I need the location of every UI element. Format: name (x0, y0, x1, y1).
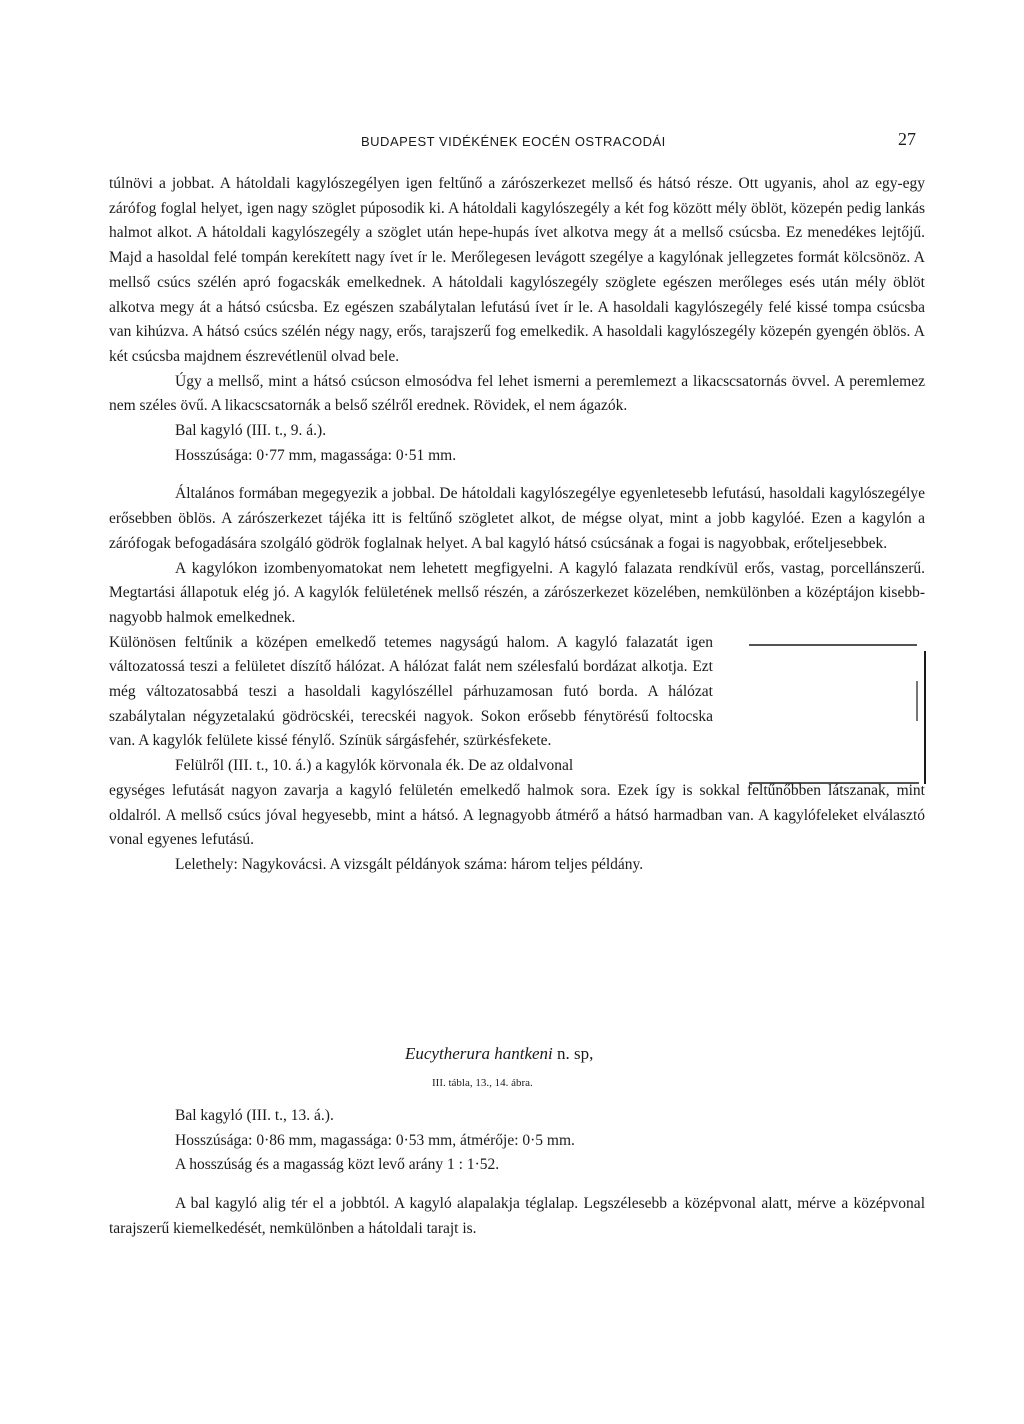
species-title (405, 1044, 593, 1064)
species-text (109, 1104, 925, 1242)
locality: Lelethely: Nagykovácsi. A vizsgált példányok száma: három teljes példány. (175, 855, 644, 873)
text-with-figure (109, 631, 925, 779)
paragraph: túlnövi a jobbat. A hátoldali kagylószegélyen igen feltűnő a zárószerkezet mellső és hátsó része. Ott ugyanis, ahol az egy-egy zárófog foglal helyet, igen nagy szöglet púposodik ki. A hátoldali kagylószegély a két fog között mély öblöt, közepén pedig lankás halmot alkot. A hátoldali kagylószegély a szöglet után hepe-hupás ívet alkotva megy át a mellső csúcsba. Ez menedékes lejtőjű. Majd a hasoldal felé tompán kerekített nagy ívet ír le. Merőlegesen levágott szegélye a kagylónak jellegzetes formát kölcsönöz. A mellső csúcs szélén apró fogacskák emelkednek. A hátoldali kagylószegély szöglete egészen merőleges esés után mély öblöt alkotva megy át a hátsó csúcsba. Ez egészen szabálytalan lefutású ívet ír le. A hasoldali kagylószegély felé kissé tompa csúcsba van kihúzva. A hátsó csúcs szélén négy nagy, erős, tarajszerű fog emelkedik. A hasoldali kagylószegély közepén gyengén öblös. A két csúcsba majdnem észrevétlenül olvad bele. (109, 175, 925, 365)
paragraph: egységes lefutását nagyon zavarja a kagyló felületén emelkedő halmok sora. Ezek így is sokkal feltűnőbben látszanak, mint oldalról. A mellső csúcs jóval hegyesebb, mint a hátsó. A legnagyobb átmérő a hátsó harmadban van. A kagylófeleket elválasztó vonal egyenes lefutású. (109, 781, 925, 849)
running-header: BUDAPEST VIDÉKÉNEK EOCÉN OSTRACODÁI (361, 134, 666, 149)
measurement-label: Bal kagyló (III. t., 13. á.). (175, 1107, 334, 1124)
measurement-ratio: A hosszúság és a magasság közt levő arány 1 : 1·52. (175, 1156, 500, 1174)
measurement-dims: Hosszúsága: 0·86 mm, magassága: 0·53 mm, átmérője: 0·5 mm. (175, 1131, 575, 1149)
paragraph: Különösen feltűnik a középen emelkedő tetemes nagyságú halom. A kagyló falazatát igen változatossá teszi a felületet díszítő hálózat. A hálózat falát nem szélesfalú bordázat alkotja. Ezt még változatosabbá teszi a hasoldali kagylószéllel párhuzamosan futó borda. A hálózat szabálytalan négyzetalakú gödröcskéi, terecskéi nagyok. Sokon erősebb fénytörésű foltocska van. A kagylók felülete kissé fénylő. Színük sárgásfehér, szürkésfekete. (109, 633, 713, 750)
paragraph: A bal kagyló alig tér el a jobbtól. A kagyló alapalakja téglalap. Legszélesebb a középvonal alatt, mérve a középvonal tarajszerű kiemelkedését, nemkülönben a hátoldali tarajt is. (109, 1195, 925, 1237)
species-name: Eucytherura hantkeni (405, 1044, 553, 1063)
measurement-label: Bal kagyló (III. t., 9. á.). (175, 422, 327, 440)
figure-placeholder (749, 641, 927, 785)
paragraph: Általános formában megegyezik a jobbal. De hátoldali kagylószegélye egyenletesebb lefutású, hasoldali kagylószegélye erősebben öblös. A zárószerkezet tájéka itt is feltűnő szögletet alkot, de mégse olyat, mint a jobb kagylóé. Ezen a kagylón a zárófogak befogadására szolgáló gödrök foglalnak helyet. A bal kagyló hátsó csúcsának a fogai is nagyobbak, erőteljesebbek. (109, 485, 925, 552)
paragraph: Felülről (III. t., 10. á.) a kagylók körvonala ék. De az oldalvonal (175, 757, 574, 775)
plate-reference: III. tábla, 13., 14. ábra. (432, 1077, 533, 1089)
main-text (109, 172, 925, 878)
paragraph: A kagylókon izombenyomatokat nem lehetett megfigyelni. A kagyló falazata rendkívül erős, vastag, porcellánszerű. Megtartási állapotuk elég jó. A kagylók felületének mellső részén, a zárószerkezet közelében, nemkülönben a középtájon kisebb-nagyobb halmok emelkednek. (109, 559, 925, 626)
paragraph: Úgy a mellső, mint a hátsó csúcson elmosódva fel lehet ismerni a peremlemezt a likacscsatornás övvel. A peremlemez nem széles övű. A likacscsatornák a belső szélről erednek. Rövidek, el nem ágazók. (109, 372, 925, 415)
page-number: 27 (898, 129, 916, 149)
species-suffix: n. sp, (557, 1044, 594, 1063)
measurement-dims: Hosszúsága: 0·77 mm, magassága: 0·51 mm. (175, 446, 457, 464)
